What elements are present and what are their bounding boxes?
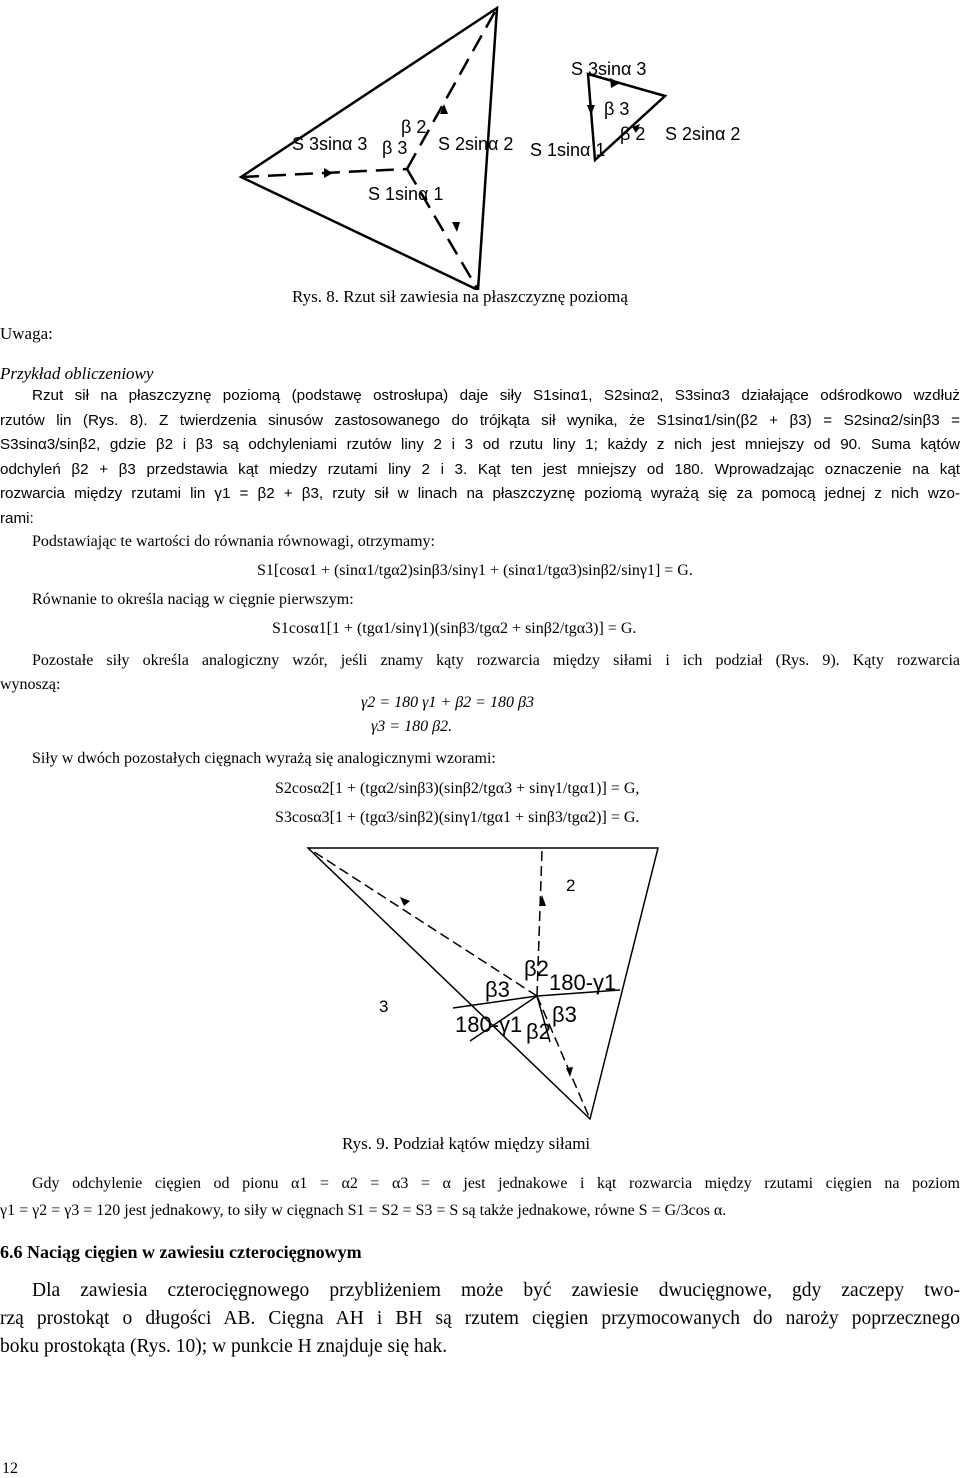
figure-9-angle-diagram <box>0 840 960 1140</box>
equation-3: γ2 = 180 γ1 + β2 = 180 β3 <box>361 694 534 711</box>
paragraph-4-line: wynoszą: <box>0 676 61 693</box>
label-s3sina3-top: S 3sinα 3 <box>571 59 647 79</box>
arrow-head-line-3 <box>400 897 410 906</box>
paragraph-7-line: rzą prostokąt o długości AB. Cięgna AH i BH są rzutem cięgien przymocowanych do naroży poprzecznego <box>0 1308 960 1329</box>
arrow-head-line-1 <box>566 1067 573 1077</box>
arrow-head-1 <box>452 222 460 232</box>
paragraph-1-line: rzutów lin (Rys. 8). Z twierdzenia sinusów zastosowanego do trójkąta sił wynika, że S1sinα1/sin(β2 + β3) = S2sinα2/sinβ3 = <box>0 411 960 429</box>
paragraph-1 <box>0 384 960 531</box>
figure-8-caption: Rys. 8. Rzut sił zawiesia na płaszczyznę poziomą <box>292 287 628 306</box>
label-line-2: 2 <box>566 876 576 895</box>
label-s1sina1-bottom: S 1sinα 1 <box>368 184 444 204</box>
equation-4: γ3 = 180 β2. <box>371 718 453 735</box>
paragraph-7-line: boku prostokąta (Rys. 10); w punkcie H znajduje się hak. <box>0 1336 448 1357</box>
label-s2sina2-right: S 2sinα 2 <box>665 124 741 144</box>
paragraph-5: Siły w dwóch pozostałych cięgnach wyrażą się analogicznymi wzorami: <box>32 750 496 767</box>
paragraph-4 <box>0 649 960 697</box>
paragraph-1-line: Rzut sił na płaszczyznę poziomą (podstawę ostrosłupa) daje siły S1sinα1, S2sinα2, S3sinα3 działające odśrodkowo wzdłuż <box>32 387 960 404</box>
label-beta2-left: β 2 <box>401 117 427 137</box>
section-heading: 6.6 Naciąg cięgien w zawiesiu czterocięgnowym <box>0 1242 362 1262</box>
label-beta3-right-9: β3 <box>552 1002 577 1027</box>
paragraph-6-line: Gdy odchylenie cięgien od pionu α1 = α2 = α3 = α jest jednakowe i kąt rozwarcia między rzutami cięgien na poziom <box>32 1175 960 1192</box>
arrow-head-3 <box>324 168 333 178</box>
page-number: 12 <box>2 1460 18 1477</box>
equation-6: S3cosα3[1 + (tgα3/sinβ2)(sinγ1/tgα1 + sinβ3/tgα2)] = G. <box>275 809 640 826</box>
label-beta3-left-9: β3 <box>485 977 510 1002</box>
paragraph-7 <box>0 1277 960 1361</box>
paragraph-1-line: rozwarcia między rzutami lin γ1 = β2 + β3, rzuty sił w linach na płaszczyznę poziomą wyrażą się za pomocą jednej z nich wzo- <box>0 485 960 502</box>
paragraph-6-line: γ1 = γ2 = γ3 = 120 jest jednakowy, to siły w cięgnach S1 = S2 = S3 = S są także jednakowe, równe S = G/3cos α. <box>0 1202 727 1219</box>
label-angle-bottom: 180-γ1 <box>455 1012 523 1037</box>
paragraph-3: Równanie to określa naciąg w cięgnie pierwszym: <box>32 591 354 608</box>
label-angle-top: 180-γ1 <box>549 970 617 995</box>
label-beta2-top: β2 <box>524 956 549 981</box>
label-beta2-bottom: β2 <box>526 1019 551 1044</box>
uwaga-label: Uwaga: <box>0 324 53 343</box>
paragraph-6 <box>0 1170 960 1224</box>
label-beta3-left: β 3 <box>382 138 408 158</box>
label-s2sina2-left: S 2sinα 2 <box>438 134 514 154</box>
paragraph-4-line: Pozostałe siły określa analogiczny wzór, jeśli znamy kąty rozwarcia między siłami i ich podział (Rys. 9). Kąty rozwarcia <box>32 652 960 669</box>
label-beta3-triangle: β 3 <box>604 99 630 119</box>
force-arrow-left <box>587 105 595 115</box>
paragraph-1-line: odchyleń β2 + β3 przedstawia kąt miedzy rzutami liny 2 i 3. Kąt ten jest mniejszy od 180. Wprowadzając oznaczenie na kąt <box>0 460 960 478</box>
label-s3sina3-left: S 3sinα 3 <box>292 134 368 154</box>
paragraph-7-line: Dla zawiesia czterocięgnowego przybliżeniem może być zawiesie dwucięgnowe, gdy zaczepy two- <box>32 1280 960 1301</box>
equation-1: S1[cosα1 + (sinα1/tgα2)sinβ3/sinγ1 + (sinα1/tgα3)sinβ2/sinγ1] = G. <box>257 562 693 579</box>
paragraph-1-line: rami: <box>0 509 34 527</box>
paragraph-2: Podstawiając te wartości do równania równowagi, otrzymamy: <box>32 533 435 550</box>
line-3 <box>308 848 537 996</box>
example-title: Przykład obliczeniowy <box>0 364 154 383</box>
label-s1sina1-right: S 1sinα 1 <box>530 140 606 160</box>
figure-9-caption: Rys. 9. Podział kątów między siłami <box>342 1134 591 1153</box>
label-line-3: 3 <box>379 997 389 1016</box>
equation-5: S2cosα2[1 + (tgα2/sinβ3)(sinβ2/tgα3 + sinγ1/tgα1)] = G, <box>275 780 640 797</box>
paragraph-1-line: S3sinα3/sinβ2, gdzie β2 i β3 są odchyleniami rzutów liny 2 i 3 od rzutu liny 1; każdy z nich jest mniejszy od 90. Suma kątów <box>0 436 960 453</box>
label-beta2-triangle: β 2 <box>620 124 646 144</box>
equation-2: S1cosα1[1 + (tgα1/sinγ1)(sinβ3/tgα2 + sinβ2/tgα3)] = G. <box>272 620 637 637</box>
